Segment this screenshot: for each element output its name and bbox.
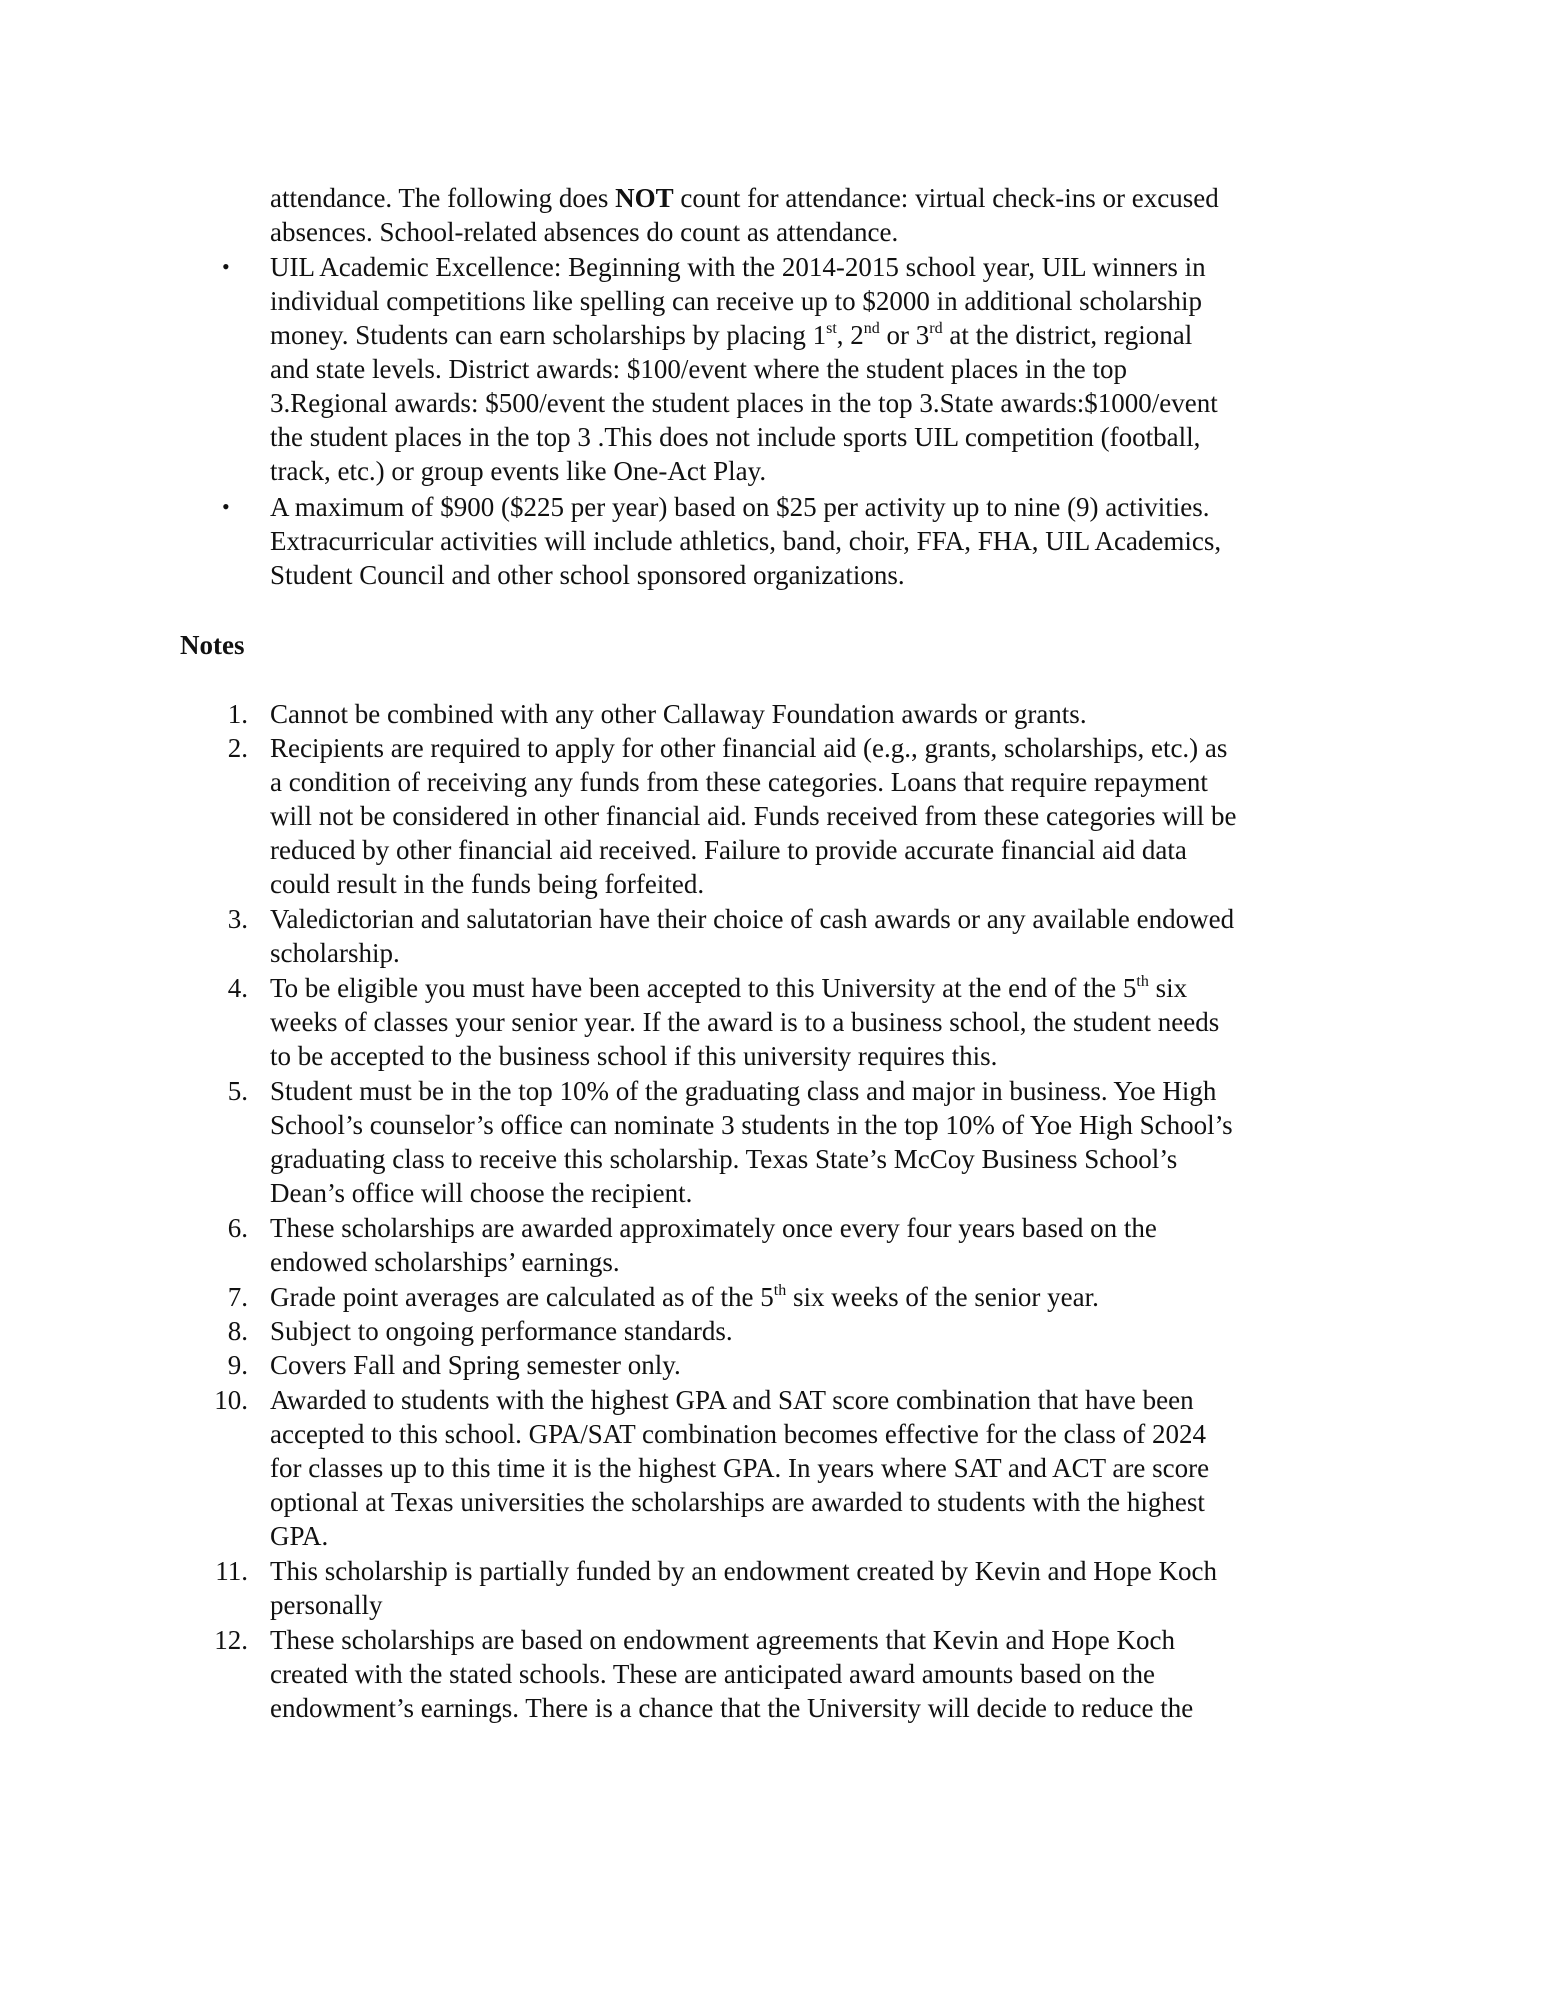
note-2-line-2: a condition of receiving any funds from these categories. Loans that require repayment: [270, 767, 1208, 797]
note-5-line-3: graduating class to receive this scholarship. Texas State’s McCoy Business School’s: [270, 1144, 1178, 1174]
note-number: 4.: [227, 973, 248, 1003]
note-12-line-2: created with the stated schools. These are anticipated award amounts based on the: [270, 1659, 1155, 1689]
note-10-line-1: Awarded to students with the highest GPA and SAT score combination that have been: [270, 1385, 1194, 1415]
note-4-line-2: weeks of classes your senior year. If the award is to a business school, the student needs: [270, 1007, 1220, 1037]
bullet-marker: •: [222, 494, 230, 519]
note-5-line-1: Student must be in the top 10% of the graduating class and major in business. Yoe High: [270, 1076, 1217, 1106]
note-4-line-1: To be eligible you must have been accepted to this University at the end of the 5th six: [270, 973, 1188, 1003]
note-12-line-3: endowment’s earnings. There is a chance that the University will decide to reduce the: [270, 1693, 1194, 1723]
note-10-line-4: optional at Texas universities the scholarships are awarded to students with the highest: [270, 1487, 1205, 1517]
note-12-line-1: These scholarships are based on endowment agreements that Kevin and Hope Koch: [270, 1625, 1175, 1655]
bullet-1-line-5: 3.Regional awards: $500/event the student places in the top 3.State awards:$1000/event: [270, 388, 1218, 418]
note-11-line-1: This scholarship is partially funded by an endowment created by Kevin and Hope Koch: [270, 1556, 1217, 1586]
note-number: 12.: [214, 1625, 248, 1655]
bullet-1-line-2: individual competitions like spelling can receive up to $2000 in additional scholarship: [270, 286, 1203, 316]
note-number: 9.: [227, 1350, 248, 1380]
note-number: 5.: [227, 1076, 248, 1106]
note-number: 3.: [227, 904, 248, 934]
note-3-line-2: scholarship.: [270, 938, 400, 968]
note-9-line-1: Covers Fall and Spring semester only.: [270, 1350, 681, 1380]
note-5-line-4: Dean’s office will choose the recipient.: [270, 1178, 693, 1208]
note-10-line-5: GPA.: [270, 1521, 329, 1551]
bullet-2-line-2: Extracurricular activities will include athletics, band, choir, FFA, FHA, UIL Academics,: [270, 526, 1222, 556]
note-10-line-2: accepted to this school. GPA/SAT combination becomes effective for the class of 2024: [270, 1419, 1207, 1449]
note-8-line-1: Subject to ongoing performance standards.: [270, 1316, 733, 1346]
note-number: 7.: [227, 1282, 248, 1312]
note-number: 11.: [215, 1556, 248, 1586]
note-number: 1.: [227, 699, 248, 729]
bullet-2-line-1: A maximum of $900 ($225 per year) based on $25 per activity up to nine (9) activities.: [270, 492, 1210, 522]
note-2-line-1: Recipients are required to apply for other financial aid (e.g., grants, scholarships, etc.) as: [270, 733, 1228, 763]
note-10-line-3: for classes up to this time it is the highest GPA. In years where SAT and ACT are score: [270, 1453, 1210, 1483]
bullet-2-line-3: Student Council and other school sponsored organizations.: [270, 560, 905, 590]
note-6-line-1: These scholarships are awarded approximately once every four years based on the: [270, 1213, 1157, 1243]
note-6-line-2: endowed scholarships’ earnings.: [270, 1247, 620, 1277]
note-number: 2.: [227, 733, 248, 763]
continuation-line-2: absences. School-related absences do count as attendance.: [270, 217, 899, 247]
bullet-marker: •: [222, 254, 230, 279]
note-11-line-2: personally: [270, 1590, 383, 1620]
bullet-1-line-1: UIL Academic Excellence: Beginning with the 2014-2015 school year, UIL winners in: [270, 252, 1206, 282]
notes-heading: Notes: [180, 630, 245, 660]
note-number: 6.: [227, 1213, 248, 1243]
note-5-line-2: School’s counselor’s office can nominate 3 students in the top 10% of Yoe High School’s: [270, 1110, 1233, 1140]
bullet-1-line-7: track, etc.) or group events like One-Act Play.: [270, 456, 767, 486]
note-2-line-5: could result in the funds being forfeited.: [270, 869, 705, 899]
note-4-line-3: to be accepted to the business school if this university requires this.: [270, 1041, 998, 1071]
bullet-1-line-4: and state levels. District awards: $100/event where the student places in the top: [270, 354, 1127, 384]
note-number: 8.: [227, 1316, 248, 1346]
continuation-line-1: attendance. The following does NOT count for attendance: virtual check-ins or excused: [270, 183, 1219, 213]
note-number: 10.: [214, 1385, 248, 1415]
note-3-line-1: Valedictorian and salutatorian have their choice of cash awards or any available endowed: [270, 904, 1235, 934]
note-1-line-1: Cannot be combined with any other Callaway Foundation awards or grants.: [270, 699, 1087, 729]
note-7-line-1: Grade point averages are calculated as of the 5th six weeks of the senior year.: [270, 1282, 1099, 1312]
note-2-line-3: will not be considered in other financial aid. Funds received from these categories will be: [270, 801, 1237, 831]
note-2-line-4: reduced by other financial aid received. Failure to provide accurate financial aid data: [270, 835, 1187, 865]
bullet-1-line-3: money. Students can earn scholarships by placing 1st, 2nd or 3rd at the district, regional: [270, 320, 1193, 350]
bullet-1-line-6: the student places in the top 3 .This does not include sports UIL competition (football,: [270, 422, 1201, 452]
